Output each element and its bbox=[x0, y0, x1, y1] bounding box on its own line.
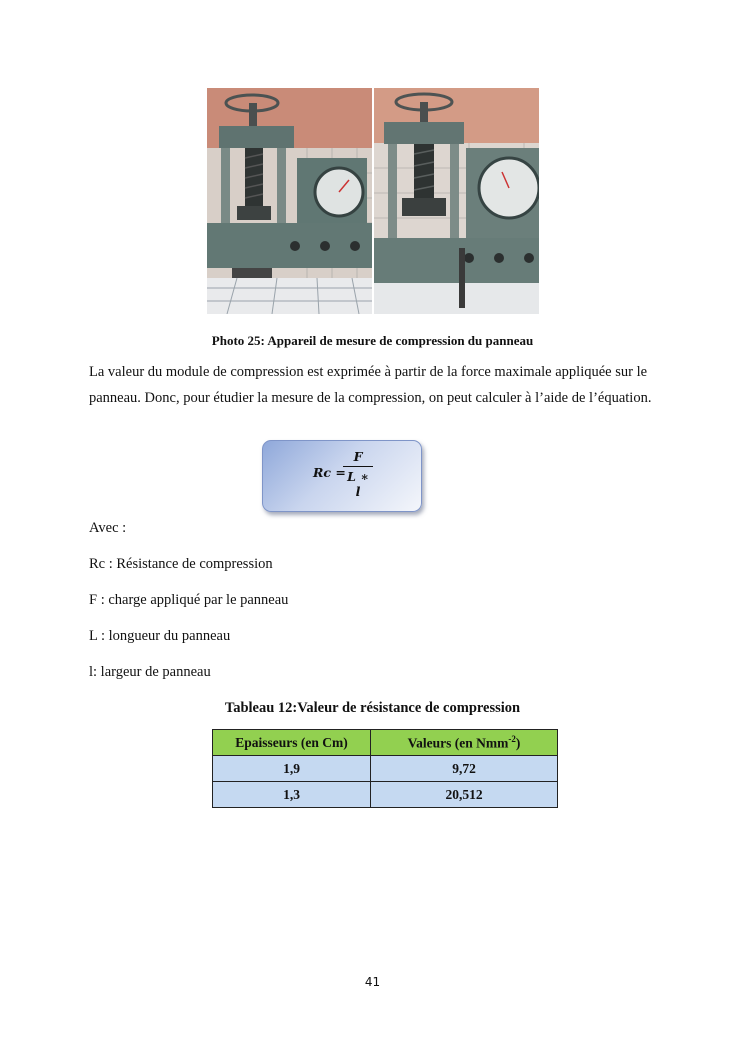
formula-box bbox=[262, 440, 422, 512]
fraction-bar bbox=[343, 466, 373, 467]
formula-fraction bbox=[343, 449, 373, 499]
definition-item: L : longueur du panneau bbox=[89, 628, 231, 644]
compression-machine-photo-left bbox=[207, 88, 372, 314]
body-paragraph: La valeur du module de compression est exprimée à partir de la force maximale appliquée sur le panneau. Donc, pour étudier la mesure de la compression, on peut calculer à l’aide de l’équation. bbox=[89, 364, 652, 406]
formula-denominator: L ∗ l bbox=[347, 469, 369, 499]
formula-numerator: F bbox=[353, 449, 363, 464]
cell-value: 20,512 bbox=[371, 782, 558, 808]
cell-thickness: 1,3 bbox=[213, 782, 371, 808]
table-header-row bbox=[213, 730, 558, 756]
cell-thickness: 1,9 bbox=[213, 756, 371, 782]
definition-item: l: largeur de panneau bbox=[89, 664, 211, 680]
compression-machine-photos bbox=[207, 88, 539, 314]
cell-value: 9,72 bbox=[371, 756, 558, 782]
table-title: Tableau 12:Valeur de résistance de compression bbox=[224, 700, 521, 716]
compression-table bbox=[212, 729, 558, 808]
header-values-close: ) bbox=[515, 735, 521, 751]
table-row bbox=[213, 756, 558, 782]
definition-item: F : charge appliqué par le panneau bbox=[89, 592, 289, 608]
compression-machine-photo-right bbox=[374, 88, 539, 314]
header-values-exponent: -2 bbox=[508, 733, 516, 744]
header-values bbox=[371, 730, 558, 756]
header-thickness: Epaisseurs (en Cm) bbox=[213, 730, 371, 756]
definition-item: Rc : Résistance de compression bbox=[89, 556, 273, 572]
header-values-label: Valeurs (en Nmm bbox=[407, 735, 509, 751]
formula-lhs: Rc = bbox=[313, 465, 346, 480]
table-row bbox=[213, 782, 558, 808]
page-number: 41 bbox=[364, 975, 381, 989]
photo-caption: Photo 25: Appareil de mesure de compression du panneau bbox=[211, 333, 534, 348]
definitions-intro: Avec : bbox=[89, 520, 127, 536]
